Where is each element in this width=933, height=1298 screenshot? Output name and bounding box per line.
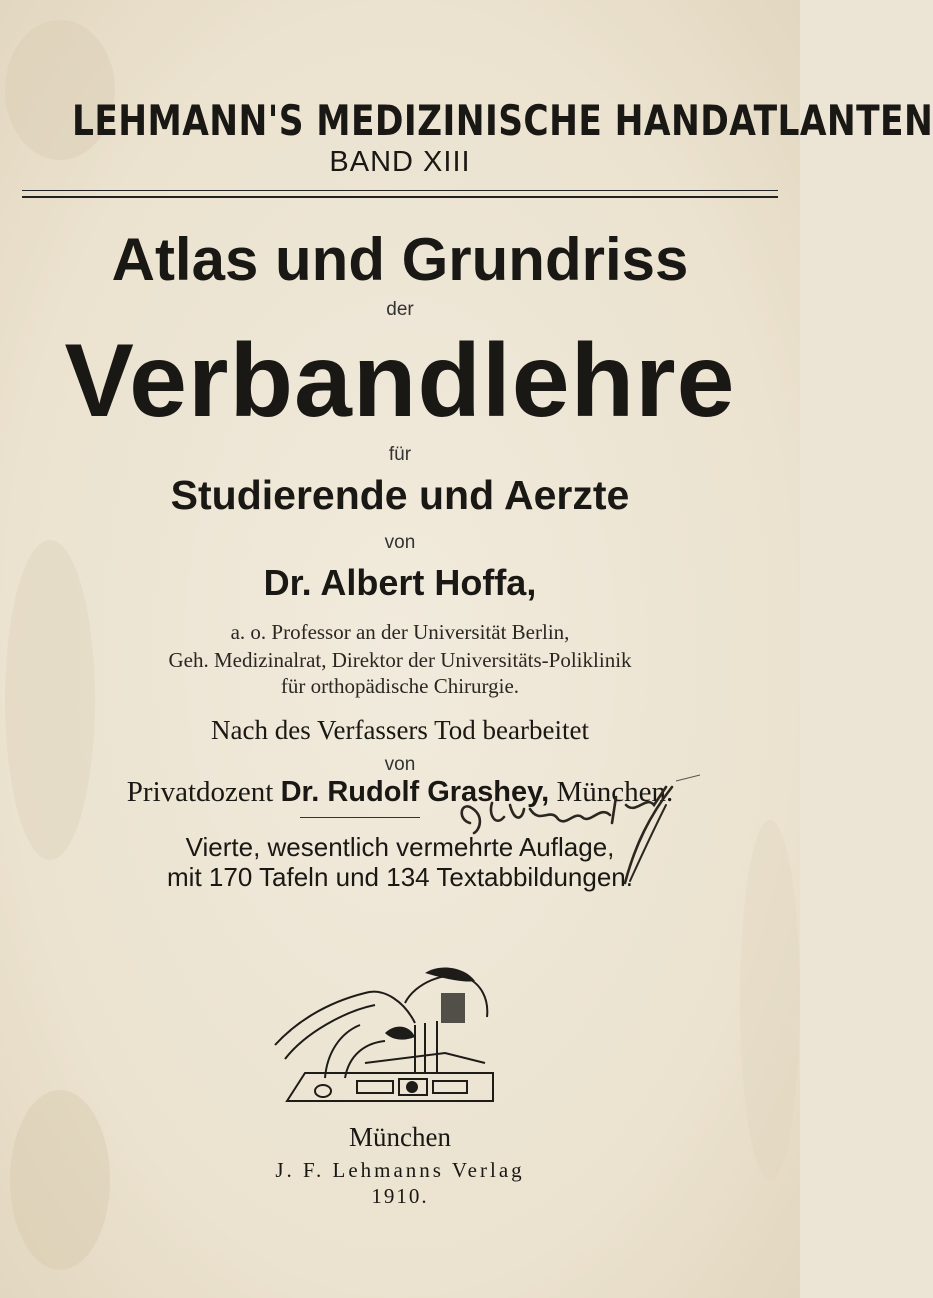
publication-year: 1910.: [371, 1184, 429, 1208]
editor-name: Dr. Rudolf Grashey,: [280, 776, 550, 808]
edition-line-1: Vierte, wesentlich vermehrte Auflage,: [185, 832, 615, 862]
audience-line: Studierende und Aerzte: [170, 472, 630, 518]
affiliation-line-1: a. o. Professor an der Universität Berlin,: [230, 620, 570, 644]
edition-line-2: mit 170 Tafeln und 134 Textabbildungen.: [167, 862, 633, 892]
publisher-name: J. F. Lehmanns Verlag: [275, 1158, 525, 1182]
connector-der: der: [386, 299, 414, 320]
edited-line: Nach des Verfassers Tod bearbeitet: [211, 715, 589, 745]
title-line1: Atlas und Grundriss: [111, 226, 689, 293]
divider-thick: [22, 196, 778, 198]
connector-von: von: [384, 532, 416, 553]
author-name: Dr. Albert Hoffa,: [263, 562, 537, 603]
editor-city: München.: [556, 776, 674, 808]
affiliation-line-2: Geh. Medizinalrat, Direktor der Universitäts-Poliklinik: [168, 648, 632, 672]
publisher-city: München: [349, 1122, 451, 1152]
main-title: Verbandlehre: [64, 323, 736, 439]
connector-fur: für: [388, 444, 412, 465]
editor-prefix: Privatdozent: [126, 776, 274, 808]
series-title: LEHMANN'S MEDIZINISCHE HANDATLANTEN: [72, 96, 933, 145]
editor-line: [0, 776, 800, 809]
connector-von-2: von: [384, 754, 416, 775]
divider-thin: [22, 190, 778, 191]
affiliation-line-3: für orthopädische Chirurgie.: [280, 674, 520, 698]
publisher-emblem: [265, 963, 525, 1113]
short-divider: [300, 817, 420, 818]
volume-number: BAND XIII: [329, 146, 471, 178]
